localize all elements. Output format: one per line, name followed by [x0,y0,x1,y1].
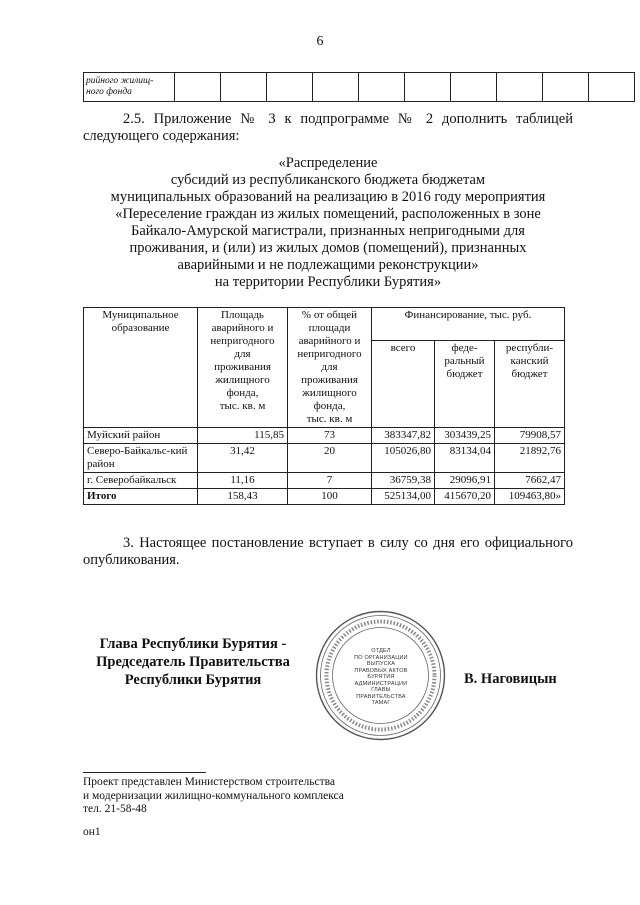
heading-line: проживания, и (или) из жилых домов (помещений), признанных [129,240,527,256]
seal-line: ПРАВИТЕЛЬСТВА [356,693,406,700]
cell-percent: 73 [288,428,372,444]
seal-line: ПО ОРГАНИЗАЦИИ [354,654,408,661]
header-line: фонда, [313,400,346,412]
header-line: Муниципальное [102,309,179,321]
header-line: Площадь [221,309,264,321]
cell-percent: 100 [288,489,372,505]
footnote-line: тел. 21-58-48 [83,803,147,815]
cell-area: 31,42 [198,444,288,473]
header-line: для [234,348,251,360]
header-line: бюджет [511,368,548,381]
clause-3: 3. Настоящее постановление вступает в силу со дня его официального опубликования. [83,535,573,568]
cell-federal: 303439,25 [435,428,495,444]
empty-cell [543,73,589,102]
cell-republic: 21892,76 [495,444,565,473]
header-line: непригодного [210,335,275,347]
header-line: для [321,361,338,373]
header-line: республи- [505,342,554,355]
empty-cell [359,73,405,102]
heading-line: «Переселение граждан из жилых помещений, расположенных в зоне [115,206,541,222]
header-line: тыс. кв. м [306,413,353,425]
cell-federal: 83134,04 [435,444,495,473]
header-line: канский [510,355,549,368]
cell-area: 115,85 [198,428,288,444]
heading-line: Байкало-Амурской магистрали, признанных непригодными для [131,223,525,239]
cell-area: 11,16 [198,473,288,489]
cell-republic: 7662,47 [495,473,565,489]
clause-2-5: 2.5. Приложение № 3 к подпрограмме № 2 дополнить таблицей следующего содержания: [83,111,573,144]
cell-name: Муйский район [84,428,198,444]
signer-title-line: Глава Республики Бурятия - [99,636,287,652]
table-total-row [84,489,565,505]
header-line: % от общей [301,309,358,321]
header-total: всего [372,341,435,428]
cell-federal: 415670,20 [435,489,495,505]
signer-name: В. Наговицын [464,671,557,687]
header-line: аварийного и [298,335,361,347]
header-line: жилищного [302,387,357,399]
seal-line: ПРАВОВЫХ АКТОВ [354,667,408,674]
signer-title [83,635,303,689]
header-line: аварийного и [211,322,274,334]
seal-line: БУРЯТИЯ [367,674,395,680]
header-municipality [84,308,198,428]
empty-cell [589,73,635,102]
footnote-divider [83,772,206,773]
empty-cell [267,73,313,102]
table-row [84,473,565,489]
header-line: проживания [301,374,358,386]
continued-table-fragment [83,72,635,102]
cell-republic: 109463,80» [495,489,565,505]
page-number: 6 [316,34,324,49]
cell-total: 105026,80 [372,444,435,473]
header-federal [435,341,495,428]
heading-line: субсидий из республиканского бюджета бюджетам [170,172,486,188]
empty-cell [221,73,267,102]
signer-title-line: Республики Бурятия [124,672,262,688]
signer-title-line: Председатель Правительства [96,654,290,670]
header-republic [495,341,565,428]
heading-line: на территории Республики Бурятия» [214,274,442,290]
cell-total: 525134,00 [372,489,435,505]
subsidy-distribution-table [83,307,565,505]
seal-line: ТАМАГ [371,700,391,706]
table-heading [83,155,573,291]
header-line: тыс. кв. м [219,400,266,412]
header-percent [288,308,372,428]
cell-name: Северо-Байкальс-кий район [84,444,198,473]
heading-line: «Распределение [278,155,378,171]
seal-line: ВЫПУСКА [366,661,396,667]
header-line: феде- [451,342,478,355]
empty-cell [497,73,543,102]
cell-percent: 20 [288,444,372,473]
footnote-line: и модернизации жилищно-коммунального комплекса [83,789,344,802]
header-line: непригодного [297,348,362,360]
table-row [84,444,565,473]
header-line: бюджет [446,368,483,381]
continued-table-first-cell [84,73,175,102]
document-code: он1 [83,826,101,838]
cell-republic: 79908,57 [495,428,565,444]
cell-total-label: Итого [84,489,198,505]
cell-total: 36759,38 [372,473,435,489]
seal-text [345,648,417,707]
cell-federal: 29096,91 [435,473,495,489]
heading-line: аварийными и не подлежащими реконструкции» [177,257,479,273]
header-line: жилищного [215,374,270,386]
table-row [84,428,565,444]
continued-cell-line: рийного жилищ- [86,76,154,86]
empty-cell [313,73,359,102]
header-line: площади [308,322,351,334]
cell-area: 158,43 [198,489,288,505]
continued-cell-line: ного фонда [86,87,132,97]
header-line: фонда, [226,387,259,399]
footnote-line: Проект представлен Министерством строительства [83,776,336,788]
empty-cell [451,73,497,102]
cell-percent: 7 [288,473,372,489]
header-area [198,308,288,428]
header-financing: Финансирование, тыс. руб. [372,308,565,341]
heading-line: муниципальных образований на реализацию в 2016 году мероприятия [110,189,546,205]
seal-line: ОТДЕЛ [371,648,391,654]
seal-line: АДМИНИСТРАЦИИ ГЛАВЫ [354,680,408,693]
empty-cell [405,73,451,102]
footnote [83,776,344,817]
cell-name: г. Северобайкальск [84,473,198,489]
header-line: ральный [444,355,485,368]
header-line: образование [111,322,170,334]
cell-total: 383347,82 [372,428,435,444]
empty-cell [175,73,221,102]
header-line: проживания [214,361,271,373]
